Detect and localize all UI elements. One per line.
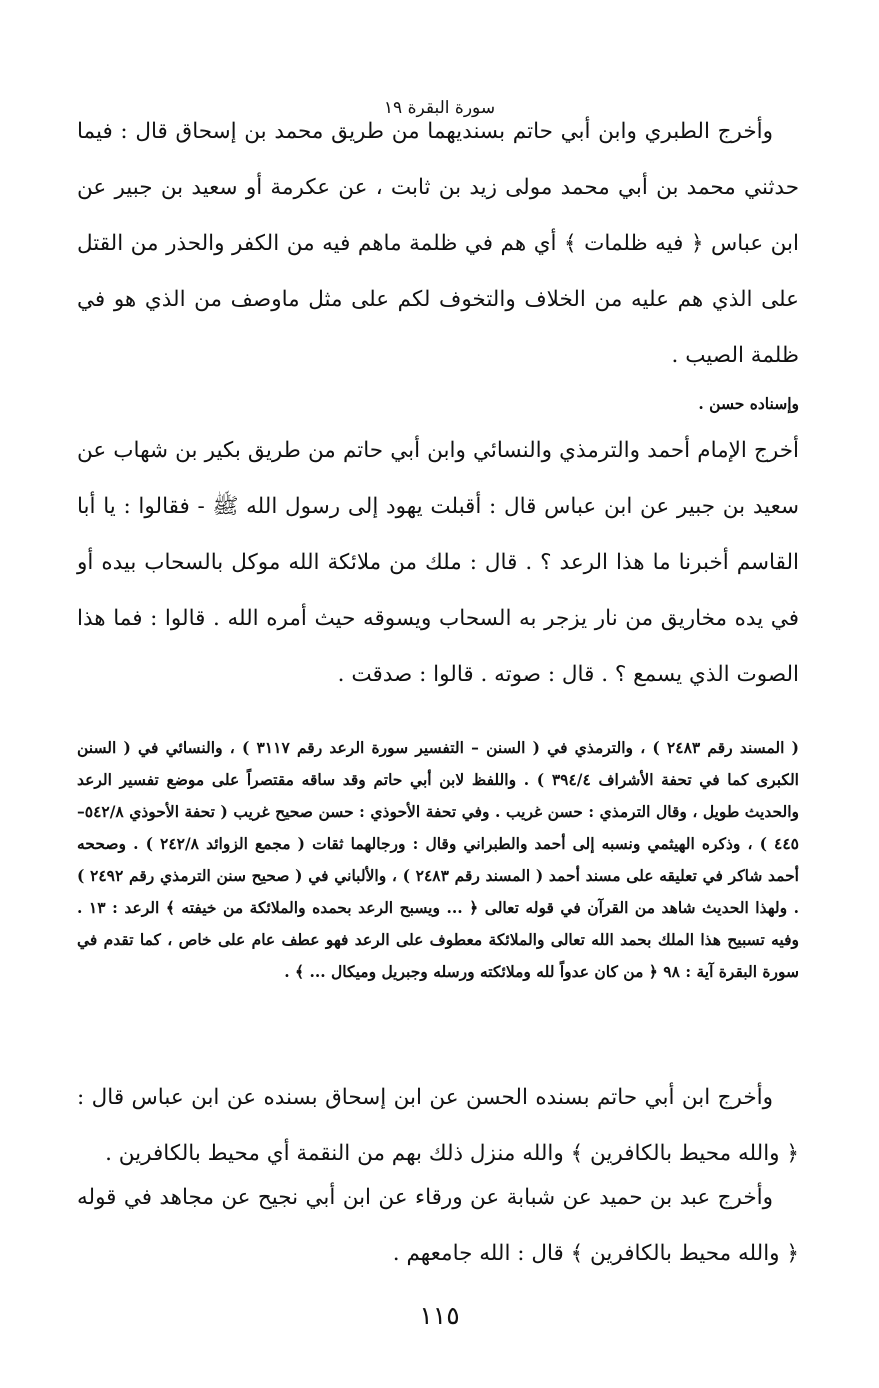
- paragraph-thunder-hadith: [77, 423, 799, 703]
- page-number: [0, 1300, 879, 1332]
- paragraph-text: وأخرج عبد بن حميد عن شبابة عن ورقاء عن ابن أبي نجيح عن مجاهد في قوله ﴿ والله محيط بالكافرين ﴾ قال : الله جامعهم .: [77, 1185, 799, 1266]
- paragraph-text: وأخرج الطبري وابن أبي حاتم بسنديهما من طريق محمد بن إسحاق قال : فيما حدثني محمد بن أبي محمد مولى زيد بن ثابت ، عن عكرمة أو سعيد بن جبير عن ابن عباس ﴿ فيه ظلمات ﴾ أي هم في ظلمة ماهم فيه من الكفر والحذر من القتل على الذي هم عليه من الخلاف والتخوف لكم على مثل ماوصف من الذي هو في ظلمة الصيب .: [77, 119, 799, 368]
- isnad-grading: [77, 393, 799, 415]
- paragraph-mujahid-report: [77, 1170, 799, 1282]
- paragraph-tabari-report: [77, 104, 799, 384]
- paragraph-ibn-ishaq-report: [77, 1070, 799, 1182]
- isnad-text: وإسناده حسن .: [698, 394, 799, 413]
- running-title: سورة البقرة ١٩: [383, 98, 496, 118]
- note-text: ( المسند رقم ٢٤٨٣ ) ، والترمذي في ( السنن – التفسير سورة الرعد رقم ٣١١٧ ) ، والنسائي في ( السنن الكبرى كما في تحفة الأشراف ٣٩٤/٤ ) . واللفظ لابن أبي حاتم وقد ساقه مقتصراً على موضع تفسير الرعد والحديث طويل ، وقال الترمذي : حسن غريب . وفي تحفة الأحوذي : حسن صحيح غريب ( تحفة الأحوذي ٥٤٢/٨–٤٤٥ ) ، وذكره الهيثمي ونسبه إلى أحمد والطبراني وقال : ورجالهما ثقات ( مجمع الزوائد ٢٤٢/٨ ) . وصححه أحمد شاكر في تعليقه على مسند أحمد ( المسند رقم ٢٤٨٣ ) ، والألباني في ( صحيح سنن الترمذي رقم ٢٤٩٢ ) . ولهذا الحديث شاهد من القرآن في قوله تعالى ﴿ ... ويسبح الرعد بحمده والملائكة من خيفته ﴾ الرعد : ١٣ . وفيه تسبيح هذا الملك بحمد الله تعالى والملائكة معطوف على الرعد فهو عطف عام على خاص ، كما تقدم في سورة البقرة آية : ٩٨ ﴿ من كان عدواً لله وملائكته ورسله وجبريل وميكال ... ﴾ .: [77, 738, 800, 981]
- paragraph-text: وأخرج ابن أبي حاتم بسنده الحسن عن ابن إسحاق بسنده عن ابن عباس قال : ﴿ والله محيط بالكافرين ﴾ والله منزل ذلك بهم من النقمة أي محيط بالكافرين .: [77, 1085, 799, 1166]
- paragraph-text: أخرج الإمام أحمد والترمذي والنسائي وابن أبي حاتم من طريق بكير بن شهاب عن سعيد بن جبير عن ابن عباس قال : أقبلت يهود إلى رسول الله ﷺ - فقالوا : يا أبا القاسم أخبرنا ما هذا الرعد ؟ . قال : ملك من ملائكة الله موكل بالسحاب بيده أو في يده مخاريق من نار يزجر به السحاب ويسوقه حيث أمره الله . قالوا : فما هذا الصوت الذي يسمع ؟ . قال : صوته . قالوا : صدقت .: [77, 438, 799, 687]
- page-number-text: ١١٥: [419, 1301, 460, 1330]
- hadith-takhrij-note: [77, 732, 799, 988]
